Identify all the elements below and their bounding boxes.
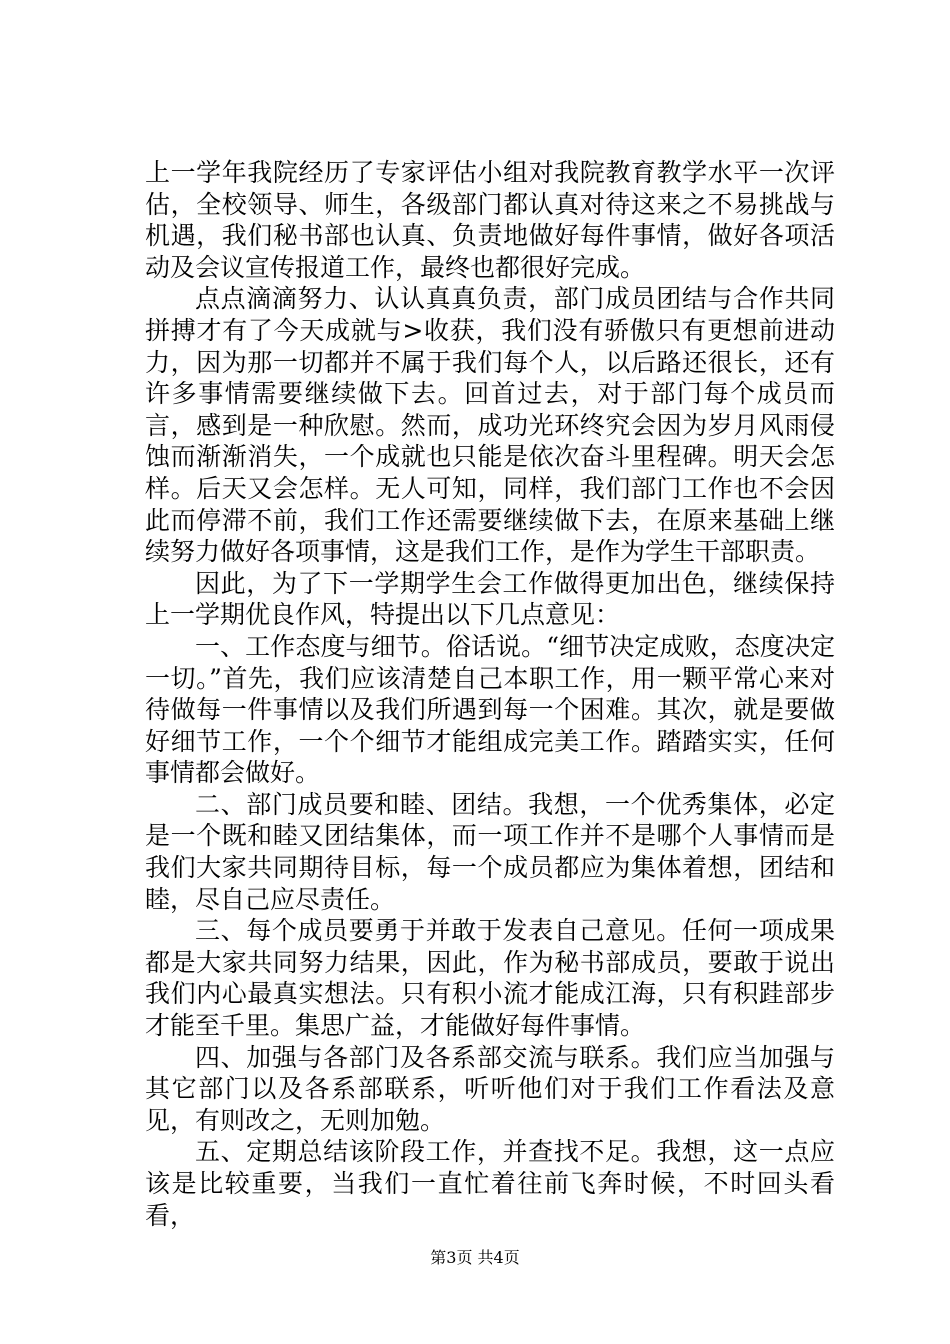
page-footer (0, 1248, 950, 1268)
page-number-label: 第3页 共4页 (430, 1248, 520, 1267)
paragraph-8: 五、定期总结该阶段工作，并查找不足。我想，这一点应该是比较重要，当我们一直忙着往前飞奔时候，不时回头看看， (145, 1137, 835, 1230)
document-body (145, 157, 835, 1231)
paragraph-3: 因此，为了下一学期学生会工作做得更加出色，继续保持上一学期优良作风，特提出以下几点意见： (145, 568, 835, 630)
paragraph-2: 点点滴滴努力、认认真真负责，部门成员团结与合作共同拼搏才有了今天成就与>收获，我们没有骄傲只有更想前进动力，因为那一切都并不属于我们每个人，以后路还很长，还有许多事情需要继续做下去。回首过去，对于部门每个成员而言，感到是一种欣慰。然而，成功光环终究会因为岁月风雨侵蚀而渐渐消失，一个成就也只能是依次奋斗里程碑。明天会怎样。后天又会怎样。无人可知，同样，我们部门工作也不会因此而停滞不前，我们工作还需要继续做下去，在原来基础上继续努力做好各项事情，这是我们工作，是作为学生干部职责。 (145, 284, 835, 567)
paragraph-1: 上一学年我院经历了专家评估小组对我院教育教学水平一次评估，全校领导、师生，各级部门都认真对待这来之不易挑战与机遇，我们秘书部也认真、负责地做好每件事情，做好各项活动及会议宣传报道工作，最终也都很好完成。 (145, 158, 835, 282)
paragraph-4: 一、工作态度与细节。俗话说。“细节决定成败，态度决定一切。”首先，我们应该清楚自己本职工作，用一颗平常心来对待做每一件事情以及我们所遇到每一个困难。其次，就是要做好细节工作，一个个细节才能组成完美工作。踏踏实实，任何事情都会做好。 (145, 631, 835, 788)
paragraph-7: 四、加强与各部门及各系部交流与联系。我们应当加强与其它部门以及各系部联系，听听他们对于我们工作看法及意见，有则改之，无则加勉。 (145, 1042, 835, 1135)
paragraph-6: 三、每个成员要勇于并敢于发表自己意见。任何一项成果都是大家共同努力结果，因此，作为秘书部成员，要敢于说出我们内心最真实想法。只有积小流才能成江海，只有积跬部步才能至千里。集思广益，才能做好每件事情。 (145, 916, 835, 1041)
paragraph-5: 二、部门成员要和睦、团结。我想，一个优秀集体，必定是一个既和睦又团结集体，而一项工作并不是哪个人事情而是我们大家共同期待目标，每一个成员都应为集体着想，团结和睦，尽自己应尽责任。 (145, 789, 835, 914)
